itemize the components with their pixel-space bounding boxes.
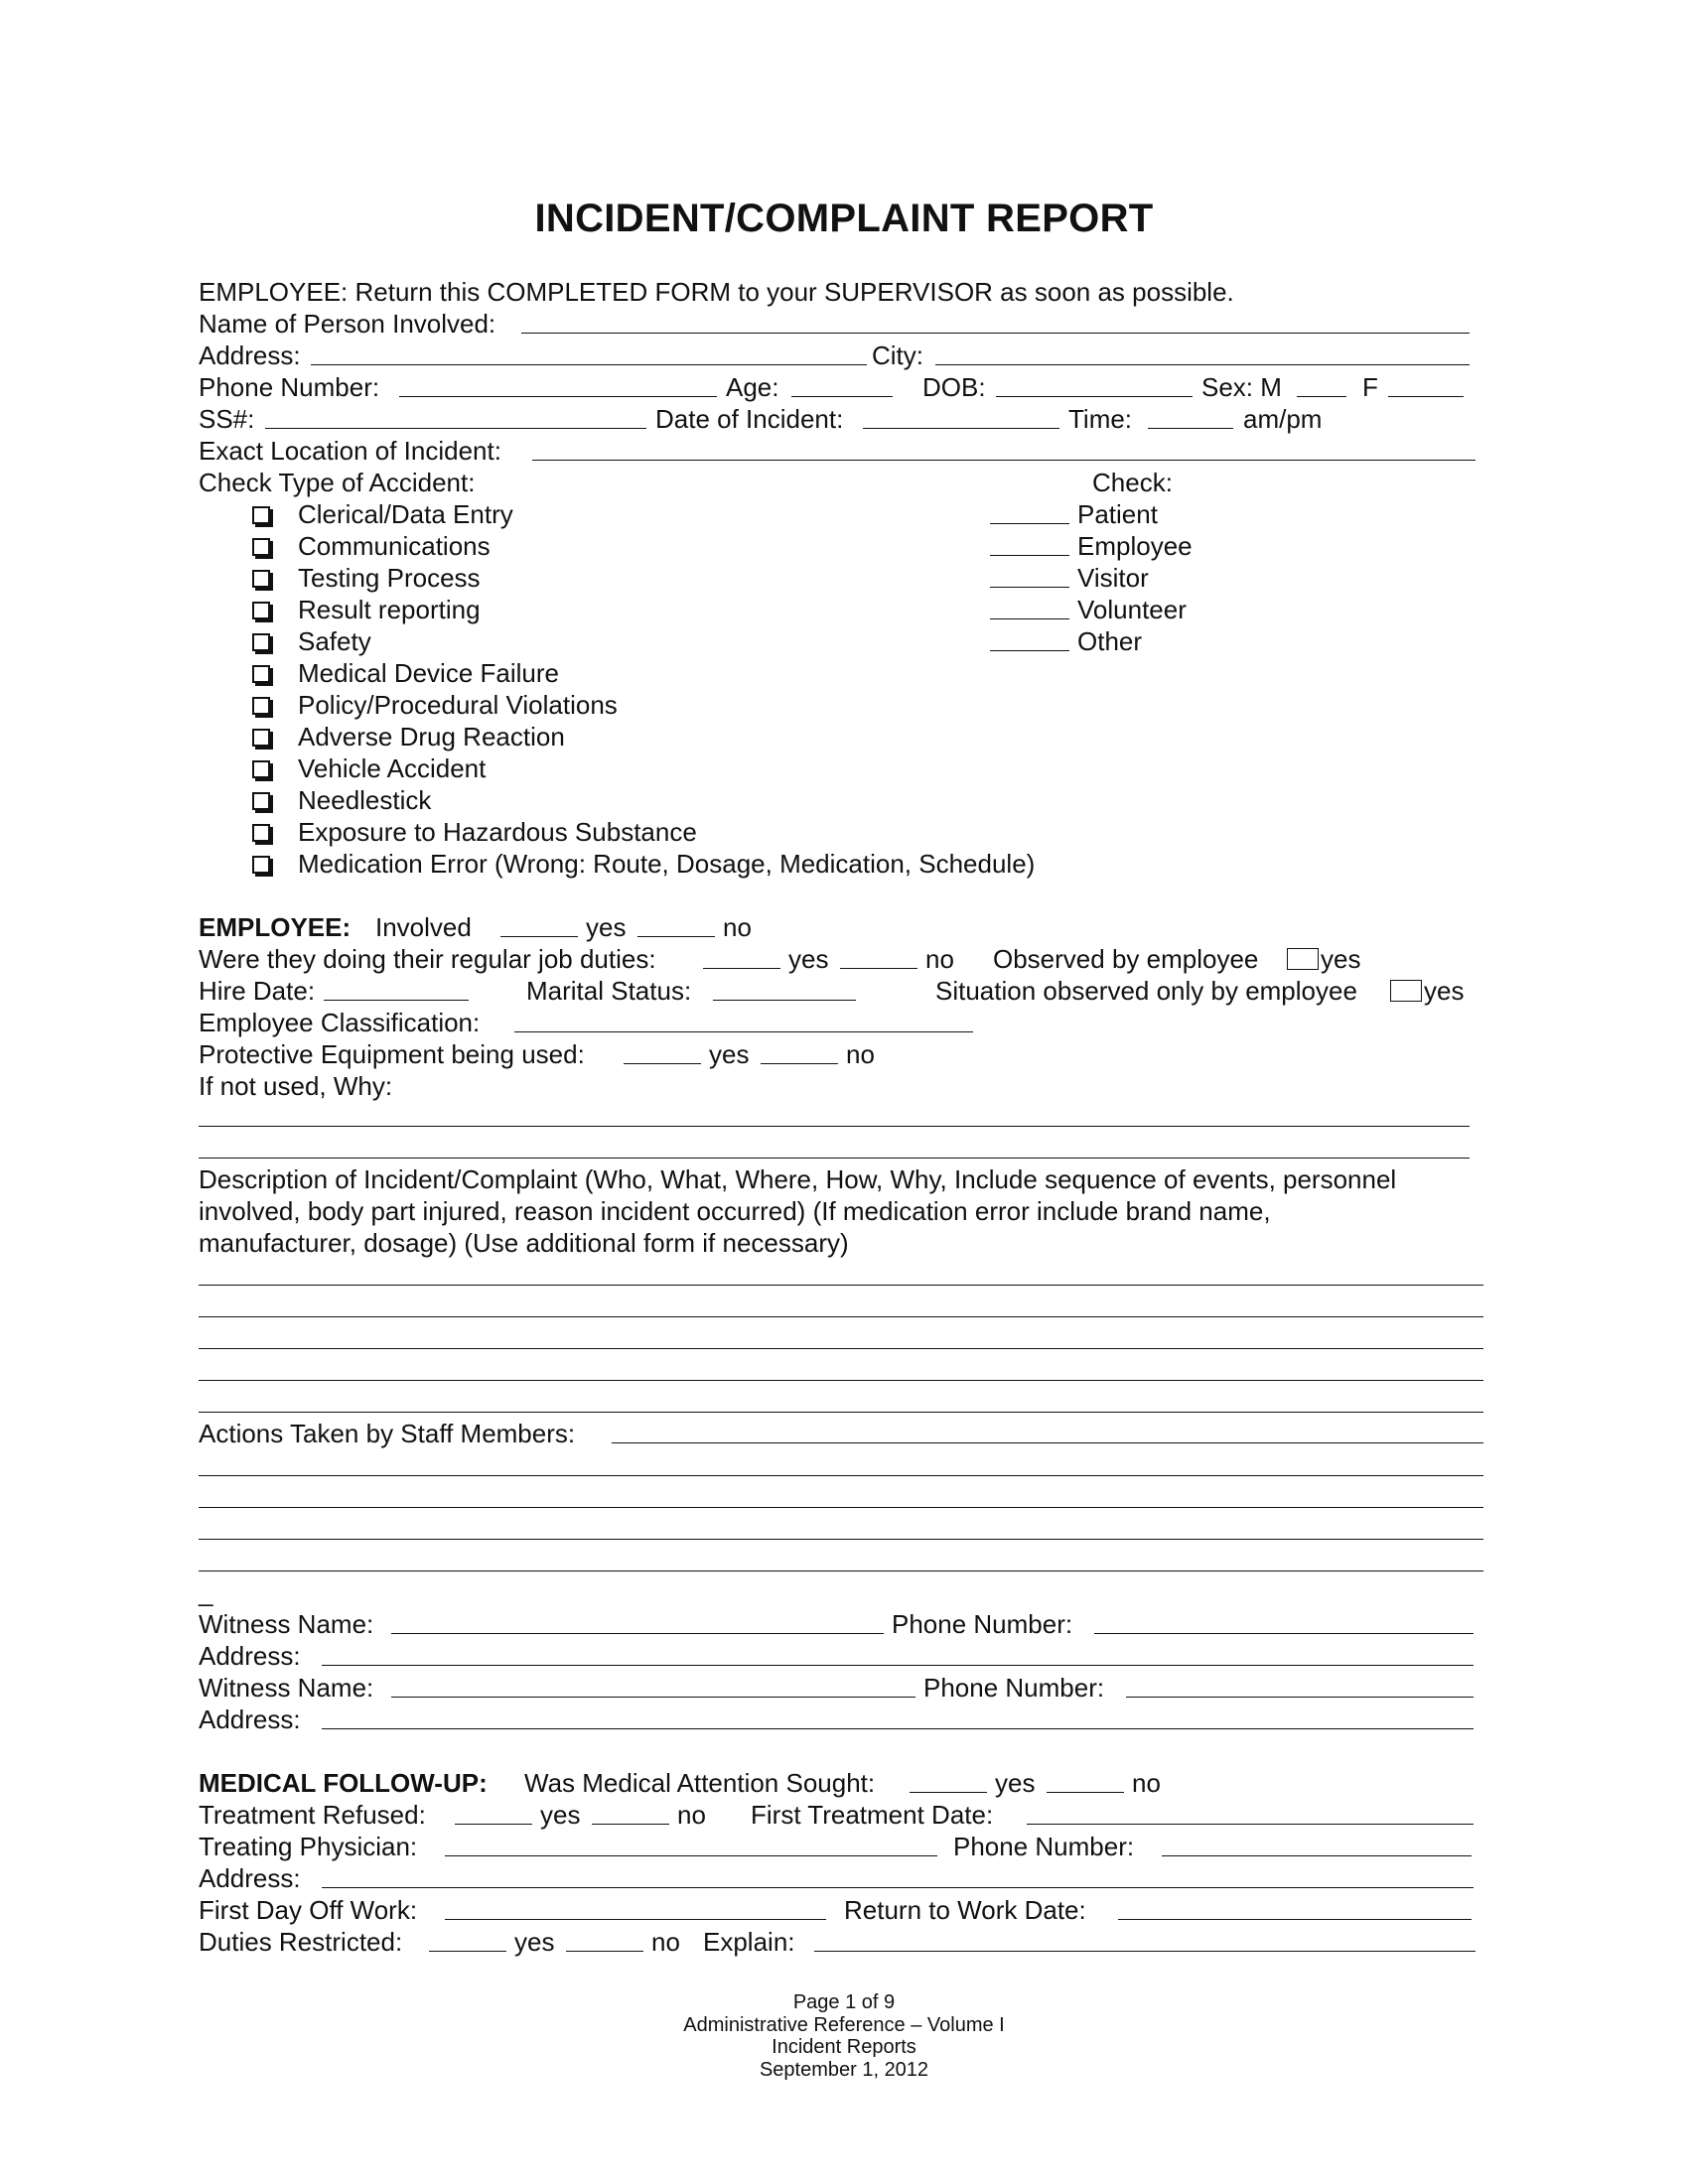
classification-field[interactable] — [514, 1007, 973, 1032]
refused-label: Treatment Refused: — [199, 1800, 426, 1830]
age-field[interactable] — [791, 371, 893, 397]
footer-date: September 1, 2012 — [759, 2058, 929, 2081]
accident-type-label: Exposure to Hazardous Substance — [298, 817, 697, 847]
location-field[interactable] — [532, 435, 1476, 461]
no-label: no — [925, 944, 954, 974]
hire-date-label: Hire Date: — [199, 976, 316, 1006]
involved-no-field[interactable] — [637, 911, 715, 937]
explain-field[interactable] — [814, 1926, 1476, 1952]
actions-line-blank[interactable] — [199, 1507, 1483, 1508]
ss-field[interactable] — [265, 403, 646, 429]
employee-section-label: EMPLOYEE: — [199, 912, 352, 942]
phone-label: Phone Number: — [199, 372, 380, 402]
situation-label: Situation observed only by employee — [935, 976, 1357, 1006]
refused-yes-field[interactable] — [455, 1799, 532, 1825]
sought-no-field[interactable] — [1047, 1767, 1124, 1793]
person-type-label: Other — [1077, 626, 1143, 656]
marital-field[interactable] — [713, 975, 856, 1001]
observed-checkbox[interactable] — [1287, 948, 1319, 970]
time-label: Time: — [1068, 404, 1133, 434]
stray-mark: _ — [199, 1577, 213, 1607]
protective-yes-field[interactable] — [624, 1038, 701, 1064]
accident-type-label: Medication Error (Wrong: Route, Dosage, Medication, Schedule) — [298, 849, 1036, 879]
accident-type-item — [0, 657, 1688, 689]
checkbox-icon[interactable] — [252, 633, 270, 651]
medical-section-label: MEDICAL FOLLOW-UP: — [199, 1768, 488, 1798]
description-text: manufacturer, dosage) (Use additional form if necessary) — [199, 1228, 849, 1258]
description-line-blank[interactable] — [199, 1380, 1483, 1381]
first-treatment-label: First Treatment Date: — [751, 1800, 994, 1830]
actions-field[interactable] — [612, 1418, 1483, 1443]
no-label: no — [723, 912, 752, 942]
protective-no-field[interactable] — [761, 1038, 838, 1064]
witness-phone-label: Phone Number: — [892, 1609, 1073, 1639]
physician-field[interactable] — [445, 1831, 937, 1856]
actions-line-blank[interactable] — [199, 1539, 1483, 1540]
accident-type-label: Communications — [298, 531, 491, 561]
sex-f-label: F — [1362, 372, 1378, 402]
accident-type-label: Safety — [298, 626, 371, 656]
physician-phone-field[interactable] — [1162, 1831, 1472, 1856]
person-type-label: Volunteer — [1077, 595, 1187, 624]
person-type-field[interactable] — [990, 625, 1069, 651]
actions-line-blank[interactable] — [199, 1475, 1483, 1476]
accident-type-item — [0, 530, 1688, 562]
city-field[interactable] — [935, 340, 1470, 365]
physician-label: Treating Physician: — [199, 1832, 418, 1861]
location-label: Exact Location of Incident: — [199, 436, 501, 466]
accident-type-label: Vehicle Accident — [298, 753, 487, 783]
witness-address-label: Address: — [199, 1705, 301, 1734]
yes-label: yes — [586, 912, 627, 942]
first-treatment-field[interactable] — [1027, 1799, 1474, 1825]
sex-f-field[interactable] — [1388, 371, 1464, 397]
situation-checkbox[interactable] — [1390, 980, 1422, 1002]
accident-type-item — [0, 625, 1688, 657]
sought-yes-field[interactable] — [910, 1767, 987, 1793]
accident-type-item — [0, 689, 1688, 721]
why-line[interactable] — [199, 1158, 1470, 1159]
medical-address-label: Address: — [199, 1863, 301, 1893]
checkbox-icon[interactable] — [252, 729, 270, 747]
yes-label: yes — [514, 1927, 555, 1957]
witness-2-phone-field[interactable] — [1126, 1672, 1474, 1698]
witness-2-name-field[interactable] — [391, 1672, 915, 1698]
person-type-label: Patient — [1077, 499, 1158, 529]
description-line-blank[interactable] — [199, 1316, 1483, 1317]
accident-type-item — [0, 562, 1688, 594]
accident-type-item — [0, 816, 1688, 848]
footer-section: Incident Reports — [772, 2036, 916, 2058]
no-label: no — [846, 1039, 875, 1069]
restricted-yes-field[interactable] — [429, 1926, 506, 1952]
date-incident-label: Date of Incident: — [655, 404, 844, 434]
return-date-label: Return to Work Date: — [844, 1895, 1086, 1925]
witness-1-address-field[interactable] — [322, 1640, 1474, 1666]
hire-date-field[interactable] — [324, 975, 469, 1001]
yes-label: yes — [1321, 944, 1361, 974]
witness-2-address-field[interactable] — [322, 1704, 1474, 1729]
checkbox-icon[interactable] — [252, 506, 270, 524]
description-text: Description of Incident/Complaint (Who, What, Where, How, Why, Include sequence of events, personnel — [199, 1164, 1397, 1194]
person-type-field[interactable] — [990, 530, 1069, 556]
protective-label: Protective Equipment being used: — [199, 1039, 585, 1069]
address-label: Address: — [199, 341, 301, 370]
accident-type-item — [0, 498, 1688, 530]
name-label: Name of Person Involved: — [199, 309, 496, 339]
accident-type-item — [0, 721, 1688, 752]
actions-label: Actions Taken by Staff Members: — [199, 1419, 576, 1448]
classification-label: Employee Classification: — [199, 1008, 481, 1037]
dob-label: DOB: — [922, 372, 986, 402]
description-line-blank[interactable] — [199, 1412, 1483, 1413]
description-line — [199, 1163, 1396, 1195]
time-field[interactable] — [1148, 403, 1233, 429]
accident-type-item — [0, 848, 1688, 880]
person-type-field[interactable] — [990, 498, 1069, 524]
observed-label: Observed by employee — [993, 944, 1259, 974]
description-line — [199, 1195, 1271, 1227]
refused-no-field[interactable] — [592, 1799, 669, 1825]
duties-yes-field[interactable] — [703, 943, 780, 969]
no-label: no — [677, 1800, 706, 1830]
checkbox-icon[interactable] — [252, 856, 270, 874]
sex-label: Sex: M — [1201, 372, 1282, 402]
accident-type-label: Medical Device Failure — [298, 658, 559, 688]
duties-no-field[interactable] — [840, 943, 917, 969]
phone-field[interactable] — [399, 371, 717, 397]
description-text: involved, body part injured, reason incident occurred) (If medication error include brand name, — [199, 1196, 1271, 1226]
first-day-off-field[interactable] — [445, 1894, 826, 1920]
accident-type-label: Result reporting — [298, 595, 481, 624]
witness-name-label: Witness Name: — [199, 1673, 374, 1703]
accident-type-label: Testing Process — [298, 563, 481, 593]
checkbox-icon[interactable] — [252, 824, 270, 842]
description-line-blank[interactable] — [199, 1348, 1483, 1349]
accident-type-item — [0, 784, 1688, 816]
footer-volume: Administrative Reference – Volume I — [683, 2013, 1005, 2036]
marital-label: Marital Status: — [526, 976, 692, 1006]
instruction-line — [199, 276, 1234, 308]
explain-label: Explain: — [703, 1927, 795, 1957]
involved-yes-field[interactable] — [500, 911, 578, 937]
person-type-label: Visitor — [1077, 563, 1149, 593]
checkbox-icon[interactable] — [252, 602, 270, 619]
why-line[interactable] — [199, 1126, 1470, 1127]
witness-name-label: Witness Name: — [199, 1609, 374, 1639]
accident-type-label: Adverse Drug Reaction — [298, 722, 565, 751]
person-type-label: Employee — [1077, 531, 1193, 561]
yes-label: yes — [788, 944, 829, 974]
ampm-label: am/pm — [1243, 404, 1323, 434]
checkbox-icon[interactable] — [252, 792, 270, 810]
accident-type-label: Clerical/Data Entry — [298, 499, 513, 529]
sought-label: Was Medical Attention Sought: — [524, 1768, 876, 1798]
checkbox-icon[interactable] — [252, 760, 270, 778]
dob-field[interactable] — [996, 371, 1193, 397]
yes-label: yes — [709, 1039, 750, 1069]
witness-phone-label: Phone Number: — [923, 1673, 1105, 1703]
restricted-label: Duties Restricted: — [199, 1927, 403, 1957]
actions-line-blank[interactable] — [199, 1570, 1483, 1571]
instruction-text: EMPLOYEE: Return this COMPLETED FORM to your SUPERVISOR as soon as possible. — [199, 277, 1234, 307]
physician-phone-label: Phone Number: — [953, 1832, 1135, 1861]
checkbox-icon[interactable] — [252, 570, 270, 588]
form-title: INCIDENT/COMPLAINT REPORT — [534, 197, 1154, 240]
yes-label: yes — [540, 1800, 581, 1830]
person-check-heading: Check: — [1092, 468, 1173, 497]
return-date-field[interactable] — [1118, 1894, 1472, 1920]
no-label: no — [651, 1927, 680, 1957]
witness-address-label: Address: — [199, 1641, 301, 1671]
stray-mark-row — [199, 1576, 212, 1608]
regular-duties-label: Were they doing their regular job duties: — [199, 944, 656, 974]
checkbox-icon[interactable] — [252, 665, 270, 683]
involved-label: Involved — [375, 912, 472, 942]
why-label: If not used, Why: — [199, 1071, 393, 1101]
name-field[interactable] — [521, 308, 1470, 334]
ss-label: SS#: — [199, 404, 255, 434]
yes-label: yes — [995, 1768, 1036, 1798]
accident-type-item — [0, 594, 1688, 625]
description-line — [199, 1227, 849, 1259]
witness-1-name-field[interactable] — [391, 1608, 884, 1634]
description-line-blank[interactable] — [199, 1285, 1483, 1286]
date-incident-field[interactable] — [863, 403, 1059, 429]
medical-address-field[interactable] — [322, 1862, 1474, 1888]
checkbox-icon[interactable] — [252, 538, 270, 556]
page-footer — [0, 1991, 1688, 2081]
checkbox-icon[interactable] — [252, 697, 270, 715]
witness-1-phone-field[interactable] — [1094, 1608, 1474, 1634]
person-type-field[interactable] — [990, 562, 1069, 588]
city-label: City: — [872, 341, 923, 370]
yes-label: yes — [1424, 976, 1465, 1006]
person-type-field[interactable] — [990, 594, 1069, 619]
address-field[interactable] — [311, 340, 867, 365]
accident-type-item — [0, 752, 1688, 784]
page-number: Page 1 of 9 — [792, 1991, 896, 2013]
accident-type-heading: Check Type of Accident: — [199, 468, 476, 497]
accident-type-label: Needlestick — [298, 785, 432, 815]
sex-m-field[interactable] — [1297, 371, 1346, 397]
first-day-off-label: First Day Off Work: — [199, 1895, 418, 1925]
no-label: no — [1132, 1768, 1161, 1798]
accident-type-label: Policy/Procedural Violations — [298, 690, 618, 720]
age-label: Age: — [726, 372, 779, 402]
restricted-no-field[interactable] — [566, 1926, 643, 1952]
